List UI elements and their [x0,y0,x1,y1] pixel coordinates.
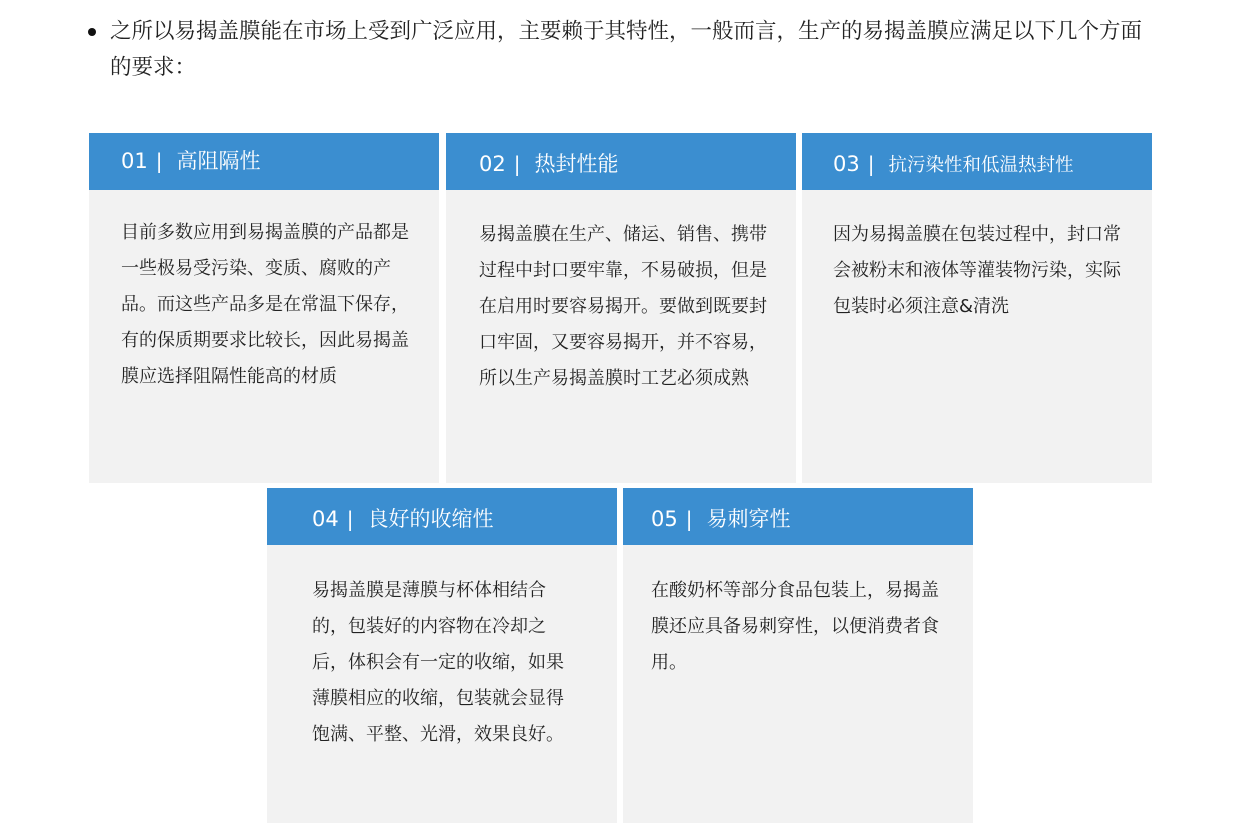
intro-list [88,14,1158,86]
card-title-text: 高阻隔性 [176,149,261,173]
card-number: 05 [651,507,678,531]
card-title-text: 热封性能 [534,152,619,176]
requirement-card-anti-contamination [802,133,1152,483]
requirement-card-puncture [623,488,973,823]
card-title-text: 良好的收缩性 [367,507,494,531]
card-separator: | [155,149,163,173]
requirement-card-shrinkage [267,488,617,823]
intro-bullet-item [88,14,1158,86]
card-header [802,133,1152,190]
bullet-dot-icon [88,28,96,36]
card-body-text: 目前多数应用到易揭盖膜的产品都是一些极易受污染、变质、腐败的产品。而这些产品多是在常温下保存，有的保质期要求比较长，因此易揭盖膜应选择阻隔性能高的材质 [121,222,409,387]
card-body-text: 因为易揭盖膜在包装过程中，封口常会被粉末和液体等灌装物污染，实际包装时必须注意&清洗 [833,224,1121,317]
card-header [89,133,439,190]
card-title [833,133,1074,190]
card-body-text: 易揭盖膜在生产、储运、销售、携带过程中封口要牢靠，不易破损，但是在启用时要容易揭开。要做到既要封口牢固，又要容易揭开，并不容易，所以生产易揭盖膜时工艺必须成熟 [479,224,767,389]
card-header [623,488,973,545]
card-body-text: 在酸奶杯等部分食品包装上，易揭盖膜还应具备易刺穿性，以便消费者食用。 [651,580,939,673]
card-separator: | [513,152,521,176]
card-body-text: 易揭盖膜是薄膜与杯体相结合的，包装好的内容物在冷却之后，体积会有一定的收缩，如果薄膜相应的收缩，包装就会显得饱满、平整、光滑，效果良好。 [312,580,564,745]
card-number: 04 [312,507,339,531]
requirement-card-heat-seal [446,133,796,483]
card-header [267,488,617,545]
card-separator: | [685,507,693,531]
card-title-text: 易刺穿性 [706,507,791,531]
card-number: 02 [479,152,506,176]
card-title [651,488,790,545]
intro-text: 之所以易揭盖膜能在市场上受到广泛应用，主要赖于其特性，一般而言，生产的易揭盖膜应满足以下几个方面的要求： [110,19,1143,80]
card-separator: | [867,152,875,176]
card-title-text: 抗污染性和低温热封性 [888,155,1074,176]
card-title [312,488,493,545]
card-separator: | [346,507,354,531]
card-title [479,133,618,190]
requirement-card-high-barrier [89,133,439,483]
card-header [446,133,796,190]
card-number: 01 [121,149,148,173]
card-title [121,125,260,182]
card-number: 03 [833,152,860,176]
